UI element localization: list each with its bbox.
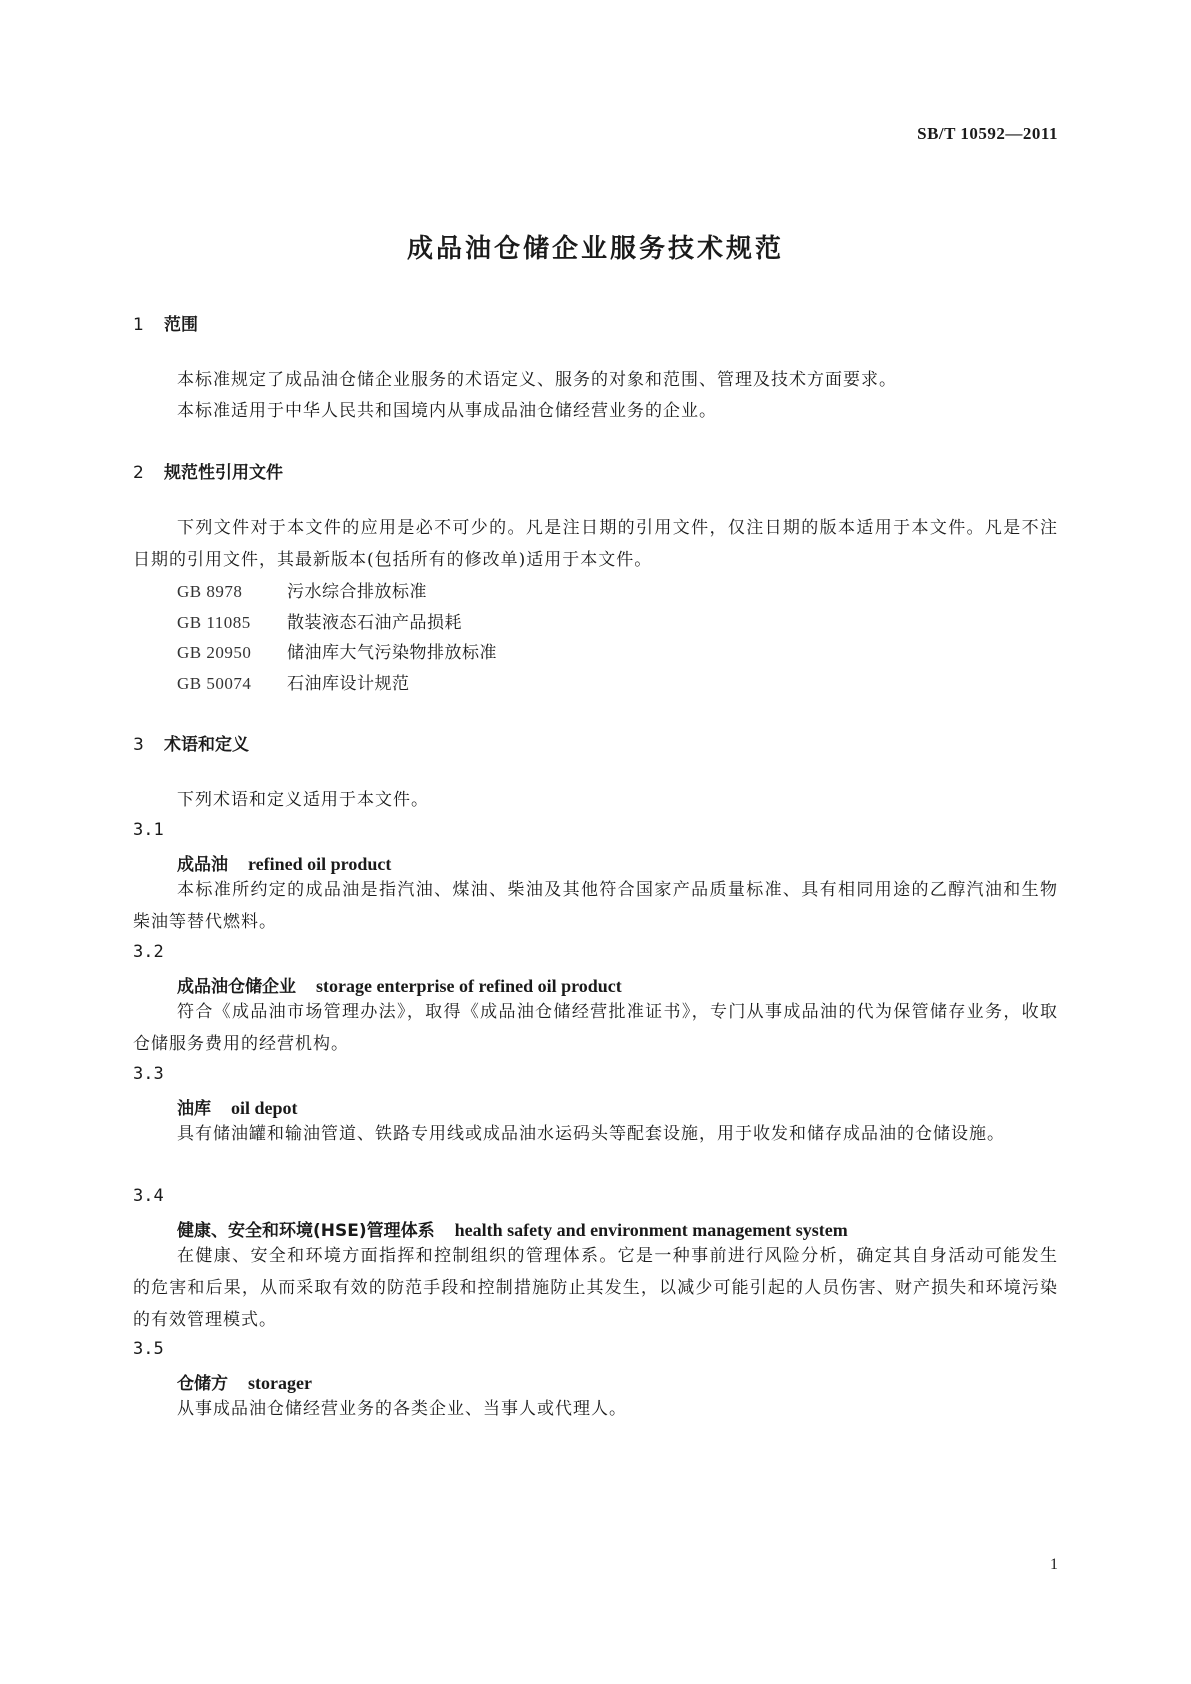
section-title: 术语和定义 bbox=[164, 735, 249, 755]
reference-item bbox=[177, 669, 410, 694]
term-number: 3.4 bbox=[133, 1186, 164, 1206]
reference-code: GB 11085 bbox=[177, 613, 251, 632]
section-number: 3 bbox=[133, 735, 144, 755]
document-title: 成品油仓储企业服务技术规范 bbox=[406, 234, 784, 264]
reference-item bbox=[177, 608, 462, 633]
term-definition: 符合《成品油市场管理办法》，取得《成品油仓储经营批准证书》，专门从事成品油的代为保管储存业务，收取仓储服务费用的经营机构。 bbox=[133, 1002, 1058, 1054]
term-cn: 仓储方 bbox=[177, 1374, 228, 1394]
term-name bbox=[177, 1216, 848, 1241]
section-1-paragraph: 本标准适用于中华人民共和国境内从事成品油仓储经营业务的企业。 bbox=[177, 401, 717, 421]
reference-title: 散装液态石油产品损耗 bbox=[287, 613, 462, 633]
section-title: 规范性引用文件 bbox=[164, 463, 283, 483]
reference-title: 储油库大气污染物排放标准 bbox=[287, 643, 497, 663]
reference-code: GB 20950 bbox=[177, 643, 252, 662]
page-number: 1 bbox=[1050, 1556, 1058, 1573]
term-name bbox=[177, 972, 622, 997]
standard-code: SB/T 10592—2011 bbox=[917, 124, 1058, 143]
section-2-heading bbox=[133, 458, 283, 483]
term-number: 3.3 bbox=[133, 1064, 164, 1084]
term-definition: 具有储油罐和输油管道、铁路专用线或成品油水运码头等配套设施，用于收发和储存成品油的仓储设施。 bbox=[177, 1124, 1005, 1144]
term-number: 3.5 bbox=[133, 1339, 164, 1359]
term-name bbox=[177, 850, 391, 875]
section-3-heading bbox=[133, 730, 249, 755]
section-1-heading bbox=[133, 310, 198, 335]
term-cn: 成品油仓储企业 bbox=[177, 977, 296, 997]
reference-title: 石油库设计规范 bbox=[287, 674, 410, 694]
term-number: 3.1 bbox=[133, 820, 164, 840]
reference-code: GB 50074 bbox=[177, 674, 252, 693]
section-number: 2 bbox=[133, 463, 144, 483]
reference-title: 污水综合排放标准 bbox=[287, 582, 427, 602]
term-en: oil depot bbox=[231, 1098, 298, 1118]
section-2-intro: 下列文件对于本文件的应用是必不可少的。凡是注日期的引用文件，仅注日期的版本适用于本文件。凡是不注日期的引用文件，其最新版本(包括所有的修改单)适用于本文件。 bbox=[133, 518, 1058, 570]
term-cn: 成品油 bbox=[177, 855, 228, 875]
term-name bbox=[177, 1094, 298, 1119]
section-3-intro: 下列术语和定义适用于本文件。 bbox=[177, 790, 429, 810]
reference-item bbox=[177, 577, 427, 602]
section-title: 范围 bbox=[164, 315, 198, 335]
term-cn: 油库 bbox=[177, 1099, 211, 1119]
term-en: storager bbox=[248, 1373, 312, 1393]
term-definition: 从事成品油仓储经营业务的各类企业、当事人或代理人。 bbox=[177, 1399, 627, 1419]
term-cn: 健康、安全和环境(HSE)管理体系 bbox=[177, 1221, 435, 1241]
section-number: 1 bbox=[133, 315, 144, 335]
term-definition: 本标准所约定的成品油是指汽油、煤油、柴油及其他符合国家产品质量标准、具有相同用途的乙醇汽油和生物柴油等替代燃料。 bbox=[133, 880, 1058, 932]
term-en: storage enterprise of refined oil product bbox=[316, 976, 622, 996]
reference-item bbox=[177, 638, 497, 663]
term-number: 3.2 bbox=[133, 942, 164, 962]
term-en: refined oil product bbox=[248, 854, 392, 874]
term-en: health safety and environment management system bbox=[454, 1220, 848, 1240]
reference-code: GB 8978 bbox=[177, 582, 243, 601]
section-1-paragraph: 本标准规定了成品油仓储企业服务的术语定义、服务的对象和范围、管理及技术方面要求。 bbox=[177, 370, 897, 390]
term-name bbox=[177, 1369, 312, 1394]
term-definition: 在健康、安全和环境方面指挥和控制组织的管理体系。它是一种事前进行风险分析，确定其自身活动可能发生的危害和后果，从而采取有效的防范手段和控制措施防止其发生，以减少可能引起的人员伤害、财产损失和环境污染的有效管理模式。 bbox=[133, 1246, 1058, 1330]
